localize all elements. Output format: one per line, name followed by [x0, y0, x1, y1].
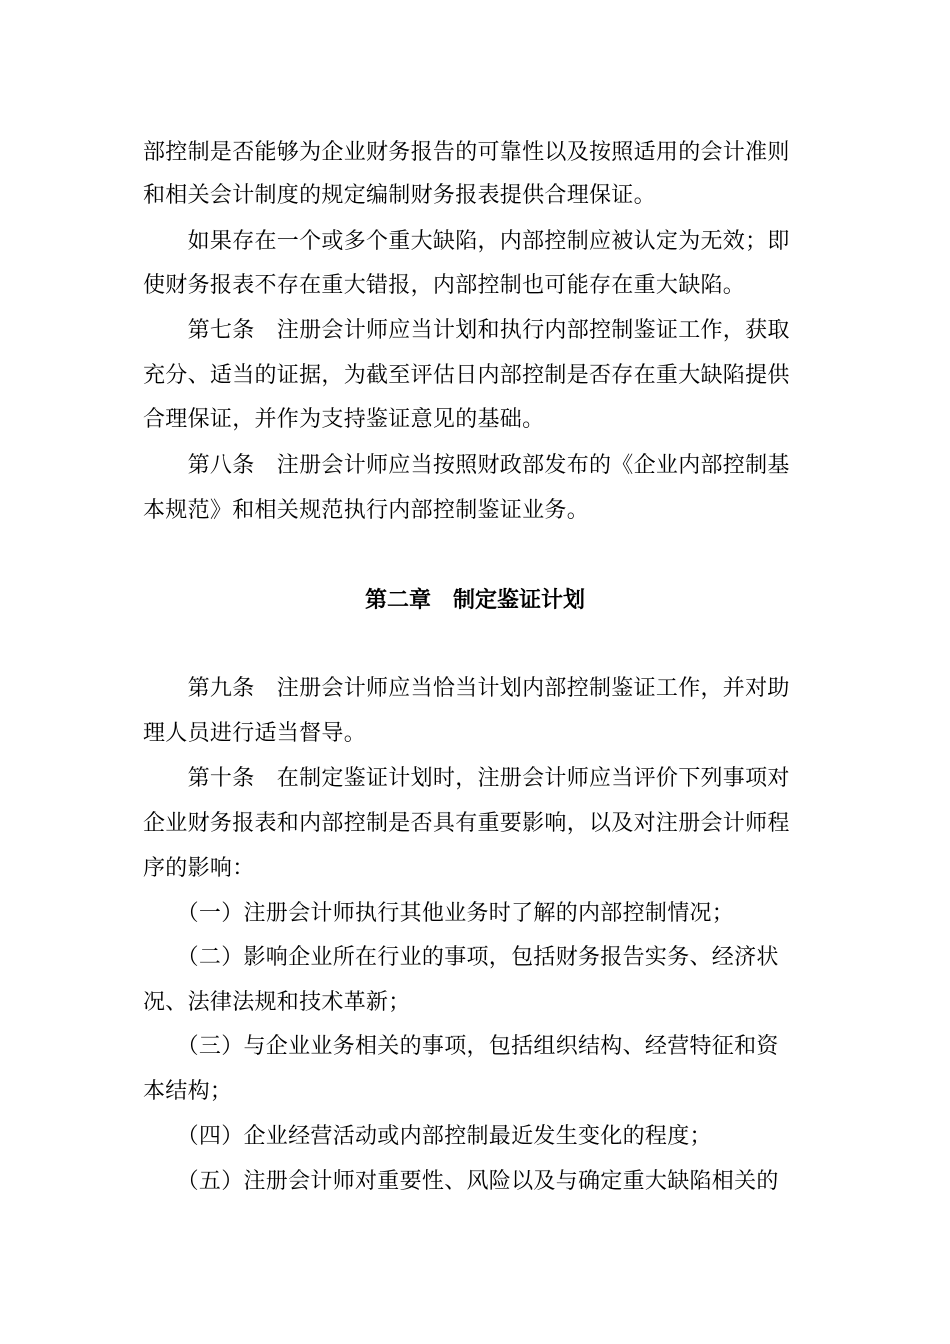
paragraph-line: （五）注册会计师对重要性、风险以及与确定重大缺陷相关的 [143, 1169, 779, 1194]
paragraph-line: 第九条 注册会计师应当恰当计划内部控制鉴证工作，并对助 [143, 676, 790, 701]
paragraph-line: （三）与企业业务相关的事项，包括组织结构、经营特征和资 [143, 1034, 779, 1059]
paragraph-line: 部控制是否能够为企业财务报告的可靠性以及按照适用的会计准则 [143, 140, 790, 165]
paragraph-line: 使财务报表不存在重大错报，内部控制也可能存在重大缺陷。 [143, 273, 746, 298]
paragraph-line: （四）企业经营活动或内部控制最近发生变化的程度； [143, 1124, 712, 1149]
paragraph-line: 况、法律法规和技术革新； [143, 990, 411, 1015]
paragraph-line: 如果存在一个或多个重大缺陷，内部控制应被认定为无效；即 [143, 229, 790, 254]
paragraph-line: 本结构； [143, 1079, 233, 1104]
paragraph-line: 合理保证，并作为支持鉴证意见的基础。 [143, 407, 545, 432]
chapter-heading: 第二章 制定鉴证计划 [364, 588, 585, 613]
paragraph-line: 序的影响： [143, 856, 255, 881]
paragraph-line: 第七条 注册会计师应当计划和执行内部控制鉴证工作，获取 [143, 318, 790, 343]
paragraph-line: （一）注册会计师执行其他业务时了解的内部控制情况； [143, 901, 735, 926]
paragraph-line: 第八条 注册会计师应当按照财政部发布的《企业内部控制基 [143, 453, 790, 478]
paragraph-line: （二）影响企业所在行业的事项，包括财务报告实务、经济状 [143, 945, 779, 970]
paragraph-line: 充分、适当的证据，为截至评估日内部控制是否存在重大缺陷提供 [143, 363, 790, 388]
paragraph-line: 和相关会计制度的规定编制财务报表提供合理保证。 [143, 183, 656, 208]
paragraph-line: 第十条 在制定鉴证计划时，注册会计师应当评价下列事项对 [143, 766, 790, 791]
paragraph-line: 理人员进行适当督导。 [143, 721, 367, 746]
paragraph-line: 企业财务报表和内部控制是否具有重要影响，以及对注册会计师程 [143, 811, 790, 836]
paragraph-line: 本规范》和相关规范执行内部控制鉴证业务。 [143, 498, 590, 523]
